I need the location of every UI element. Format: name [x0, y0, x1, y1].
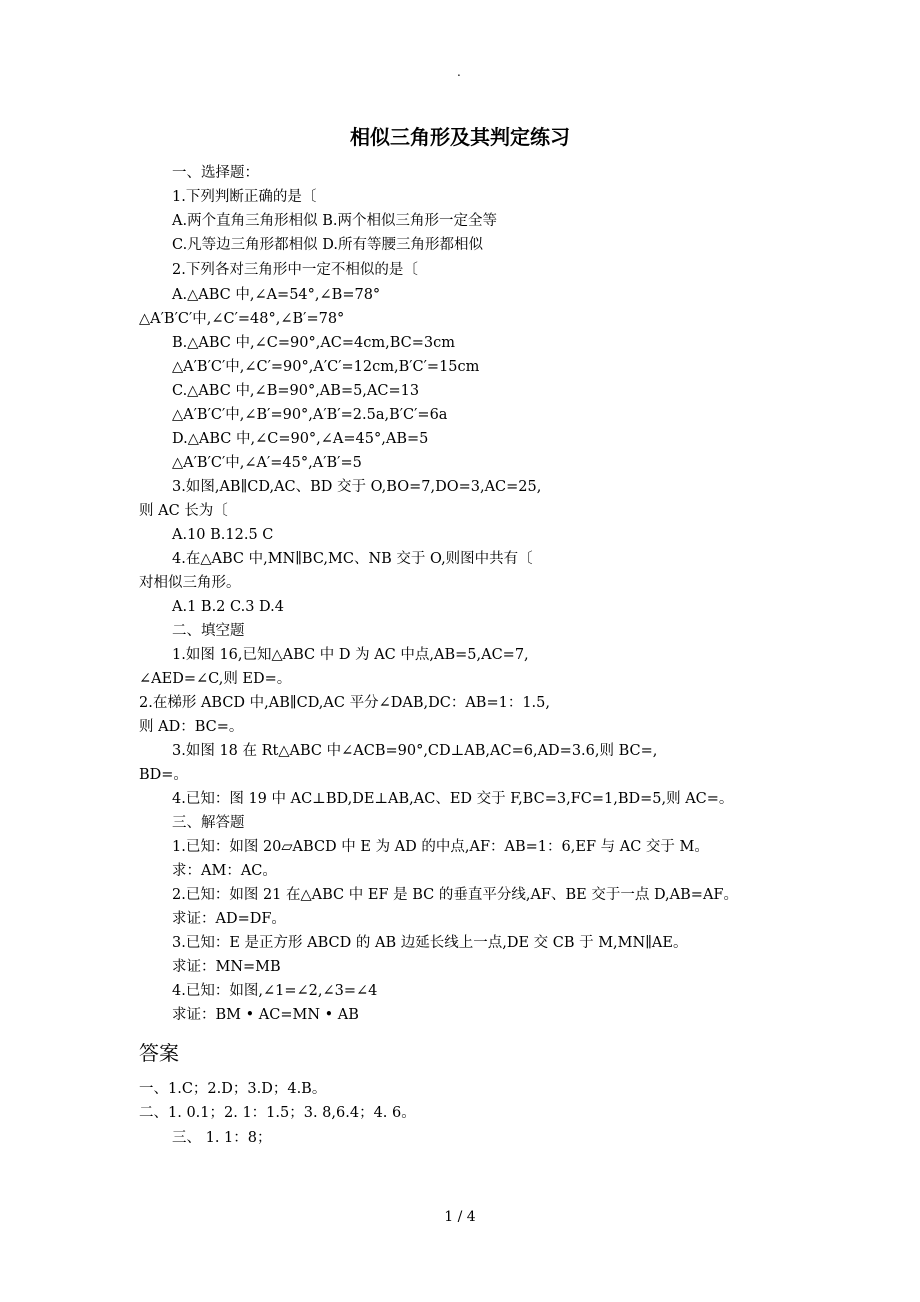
question-line: 4.已知：图 19 中 AC⊥BD,DE⊥AB,AC、ED 交于 F,BC=3,FC=1,BD=5,则 AC=。: [172, 791, 734, 807]
question-line: 3.已知：E 是正方形 ABCD 的 AB 边延长线上一点,DE 交 CB 于 M,MN∥AE。: [172, 935, 688, 951]
answer-heading: 答案: [139, 1041, 179, 1065]
option-line: △A′B′C′中,∠C′=48°,∠B′=78°: [139, 311, 345, 327]
option-line: △A′B′C′中,∠B′=90°,A′B′=2.5a,B′C′=6a: [172, 407, 448, 423]
answer-line: 二、1. 0.1；2. 1：1.5；3. 8,6.4；4. 6。: [139, 1105, 416, 1121]
question-line: 1.已知：如图 20▱ABCD 中 E 为 AD 的中点,AF：AB=1：6,EF 与 AC 交于 M。: [172, 839, 709, 855]
question-line: 4.在△ABC 中,MN∥BC,MC、NB 交于 O,则图中共有〔: [172, 551, 533, 567]
question-line: 3.如图,AB∥CD,AC、BD 交于 O,BO=7,DO=3,AC=25,: [172, 479, 542, 495]
question-line: BD=。: [139, 767, 188, 783]
option-line: C.△ABC 中,∠B=90°,AB=5,AC=13: [172, 383, 420, 399]
option-line: A.1 B.2 C.3 D.4: [172, 599, 284, 615]
answer-line: 一、1.C；2.D；3.D；4.B。: [139, 1081, 327, 1097]
option-line: A.两个直角三角形相似 B.两个相似三角形一定全等: [172, 213, 497, 229]
question-line: 2.在梯形 ABCD 中,AB∥CD,AC 平分∠DAB,DC：AB=1：1.5,: [139, 695, 550, 711]
section-heading-choice: 一、选择题：: [172, 165, 259, 181]
header-mark: .: [457, 65, 461, 79]
question-line: 则 AC 长为〔: [139, 503, 228, 519]
question-line: 2.下列各对三角形中一定不相似的是〔: [172, 262, 418, 278]
question-line: 则 AD：BC=。: [139, 719, 244, 735]
option-line: D.△ABC 中,∠C=90°,∠A=45°,AB=5: [172, 431, 429, 447]
option-line: B.△ABC 中,∠C=90°,AC=4cm,BC=3cm: [172, 335, 456, 351]
option-line: A.△ABC 中,∠A=54°,∠B=78°: [172, 287, 381, 303]
question-line: 求：AM：AC。: [172, 863, 277, 879]
question-line: 1.下列判断正确的是〔: [172, 189, 317, 205]
option-line: A.10 B.12.5 C: [172, 527, 274, 543]
option-line: △A′B′C′中,∠A′=45°,A′B′=5: [172, 455, 362, 471]
question-line: 3.如图 18 在 Rt△ABC 中∠ACB=90°,CD⊥AB,AC=6,AD=3.6,则 BC=,: [172, 743, 658, 759]
question-line: 2.已知：如图 21 在△ABC 中 EF 是 BC 的垂直平分线,AF、BE 交于一点 D,AB=AF。: [172, 887, 738, 903]
question-line: ∠AED=∠C,则 ED=。: [139, 671, 292, 687]
page-title: 相似三角形及其判定练习: [350, 125, 570, 149]
section-heading-fill: 二、填空题: [172, 623, 245, 639]
question-line: 1.如图 16,已知△ABC 中 D 为 AC 中点,AB=5,AC=7,: [172, 647, 529, 663]
question-line: 4.已知：如图,∠1=∠2,∠3=∠4: [172, 983, 378, 999]
question-line: 求证：BM • AC=MN • AB: [172, 1007, 359, 1023]
section-heading-solve: 三、解答题: [172, 815, 245, 831]
question-line: 对相似三角形。: [139, 575, 241, 591]
option-line: △A′B′C′中,∠C′=90°,A′C′=12cm,B′C′=15cm: [172, 359, 480, 375]
answer-line: 三、 1. 1：8；: [172, 1130, 272, 1146]
question-line: 求证：AD=DF。: [172, 911, 286, 927]
page-number: 1 / 4: [444, 1209, 476, 1225]
question-line: 求证：MN=MB: [172, 959, 281, 975]
option-line: C.凡等边三角形都相似 D.所有等腰三角形都相似: [172, 237, 484, 253]
